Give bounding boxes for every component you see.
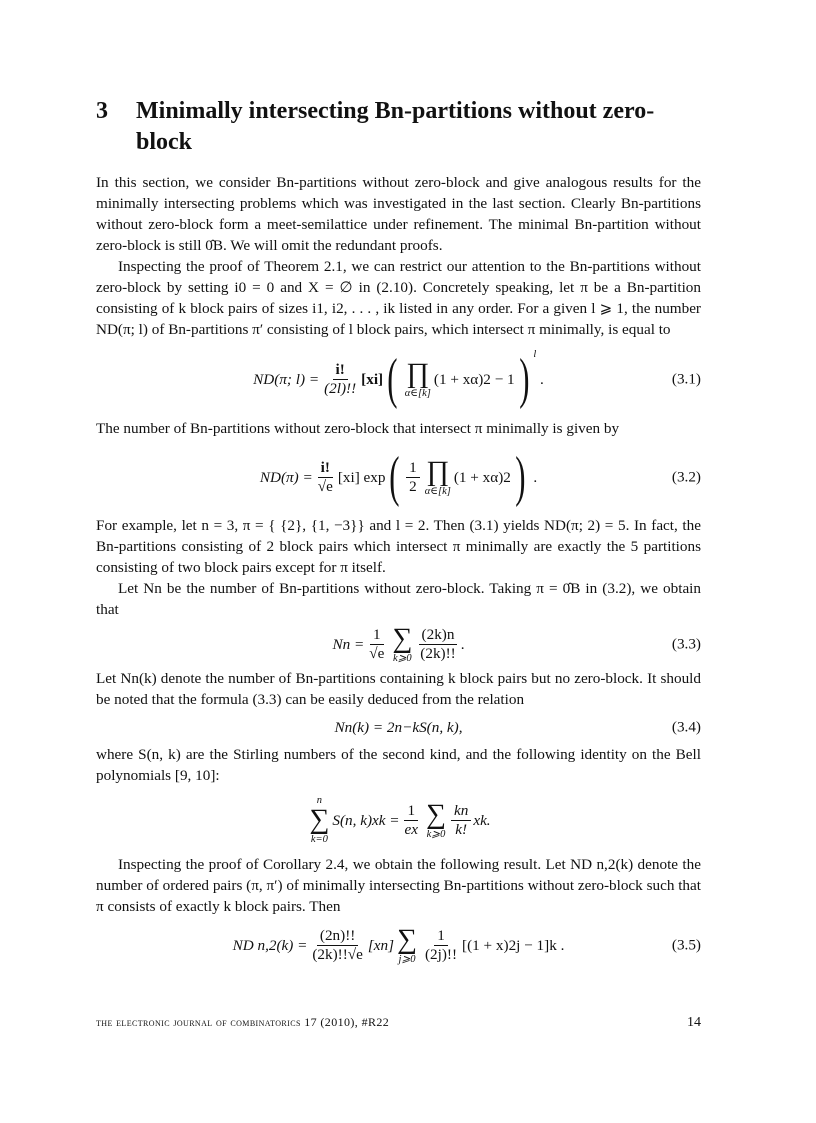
- section-heading: [96, 96, 701, 158]
- equation-number: (3.3): [671, 635, 701, 653]
- paragraph-nn-definition: Let Nn be the number of Bn-partitions without zero-block. Taking π = 0̂B in (3.2), we obtain that: [96, 580, 701, 618]
- fraction-half: $\frac{1}{2}$: [406, 459, 420, 496]
- left-paren: (: [389, 446, 400, 508]
- paragraph-intro: In this section, we consider Bn-partitions without zero-block and give analogous results for the minimally intersecting problems which was investigated in the last section. Clearly Bn-partitions without zero-block form a meet-semilattice under refinement. The minimal Bn-partition without zero-block is still 0̂B. We will omit the redundant proofs.: [96, 174, 701, 254]
- paragraph-corollary: Inspecting the proof of Corollary 2.4, we obtain the following result. Let ND n,2(k) denote the number of ordered pairs (π, π′) of minimally intersecting Bn-partitions without zero-block such that π consists of exactly k block pairs. Then: [96, 856, 701, 915]
- section-title-line-2: block: [136, 129, 193, 155]
- right-paren: ): [515, 446, 526, 508]
- page-footer: [96, 1015, 701, 1031]
- equation-3-4: Nn(k) = 2n−kS(n, k), (3.4): [334, 718, 701, 736]
- sum-operator: ∑ k⩾0: [426, 798, 446, 840]
- equation-3-3: Nn = $\frac{1}{√e}$ ∑ k⩾0 $\frac{(2k)n}{(2k)!!}$ . (3.3): [332, 622, 701, 664]
- equation-3-5: ND n,2(k) = $\frac{(2n)!!}{(2k)!!√e}$ [xn] ∑ j⩾0 $\frac{1}{(2j)!!}$ [(1 + x)2j − 1]k . (3.5): [232, 923, 701, 965]
- sum-operator: ∑ j⩾0: [397, 923, 417, 965]
- fraction: $\frac{1}{√e}$: [369, 625, 385, 662]
- equation-number: (3.4): [671, 718, 701, 736]
- equation-number: (3.2): [671, 468, 701, 486]
- paragraph-count-minimal: The number of Bn-partitions without zero-block that intersect π minimally is given by: [96, 420, 620, 437]
- product-operator: ∏ α∈[k]: [404, 357, 431, 399]
- product-operator: ∏ α∈[k]: [424, 455, 451, 497]
- equation-bell-polynomial: n ∑ k=0 S(n, k)xk = $\frac{1}{ex}$ ∑ k⩾0 $\frac{kn}{k!}$ xk.: [309, 795, 491, 845]
- journal-citation: the electronic journal of combinatorics 17 (2010), #R22: [96, 1015, 390, 1029]
- paragraph-theorem-restriction: Inspecting the proof of Theorem 2.1, we can restrict our attention to the Bn-partitions without zero-block by setting i0 = 0 and X = ∅ in (2.10). Concretely speaking, let π be a Bn-partition consisting of k block pairs of sizes i1, i2, . . . , ik listed in any order. For a given l ⩾ 1, the number ND(π; l) of Bn-partitions π′ consisting of l block pairs, which intersect π minimally, is equal to: [96, 258, 701, 338]
- paper-page: [96, 0, 701, 1123]
- page-number: 14: [687, 1015, 701, 1030]
- section-title-line-1: Minimally intersecting Bn-partitions without zero-: [136, 98, 655, 124]
- right-paren: ): [518, 348, 530, 410]
- equation-3-2: ND(π) = $\frac{i!}{√e}$ [xi] exp ( $\frac{1}{2}$ ∏ α∈[k] (1 + xα)2 ) . (3.2): [259, 446, 701, 508]
- fraction: $\frac{(2n)!!}{(2k)!!√e}$: [312, 926, 363, 963]
- equation-number: (3.5): [671, 936, 701, 954]
- paragraph-stirling: where S(n, k) are the Stirling numbers of the second kind, and the following identity on the Bell polynomials [9, 10]:: [96, 746, 701, 784]
- paragraph-example: For example, let n = 3, π = { {2}, {1, −3}} and l = 2. Then (3.1) yields ND(π; 2) = 5. In fact, the Bn-partitions consisting of 2 block pairs which intersect π minimally are exactly the 5 partitions consisting of two block pairs except for π itself.: [96, 517, 701, 576]
- fraction: $\frac{i!}{(2l)!!}$: [324, 360, 357, 397]
- equation-number: (3.1): [671, 370, 701, 388]
- fraction: $\frac{i!}{√e}$: [317, 458, 333, 495]
- paragraph-nnk-definition: Let Nn(k) denote the number of Bn-partitions containing k block pairs but no zero-block. It should be noted that the formula (3.3) can be easily deduced from the relation: [96, 670, 701, 708]
- section-body: [96, 172, 701, 973]
- equation-3-1: ND(π; l) = $\frac{i!}{(2l)!!}$ [xi] ( ∏ α∈[k] (1 + xα)2 − 1 ) $^l$ . (3.1): [253, 348, 701, 410]
- fraction: $\frac{1}{ex}$: [404, 801, 419, 838]
- left-paren: (: [387, 348, 398, 410]
- section-number: 3: [96, 98, 108, 124]
- sum-operator: ∑ k⩾0: [392, 622, 413, 664]
- sum-operator: n ∑ k=0: [309, 795, 330, 845]
- fraction: $\frac{1}{(2j)!!}$: [425, 926, 458, 963]
- fraction: $\frac{kn}{k!}$: [451, 802, 471, 839]
- fraction: $\frac{(2k)n}{(2k)!!}$: [420, 625, 456, 662]
